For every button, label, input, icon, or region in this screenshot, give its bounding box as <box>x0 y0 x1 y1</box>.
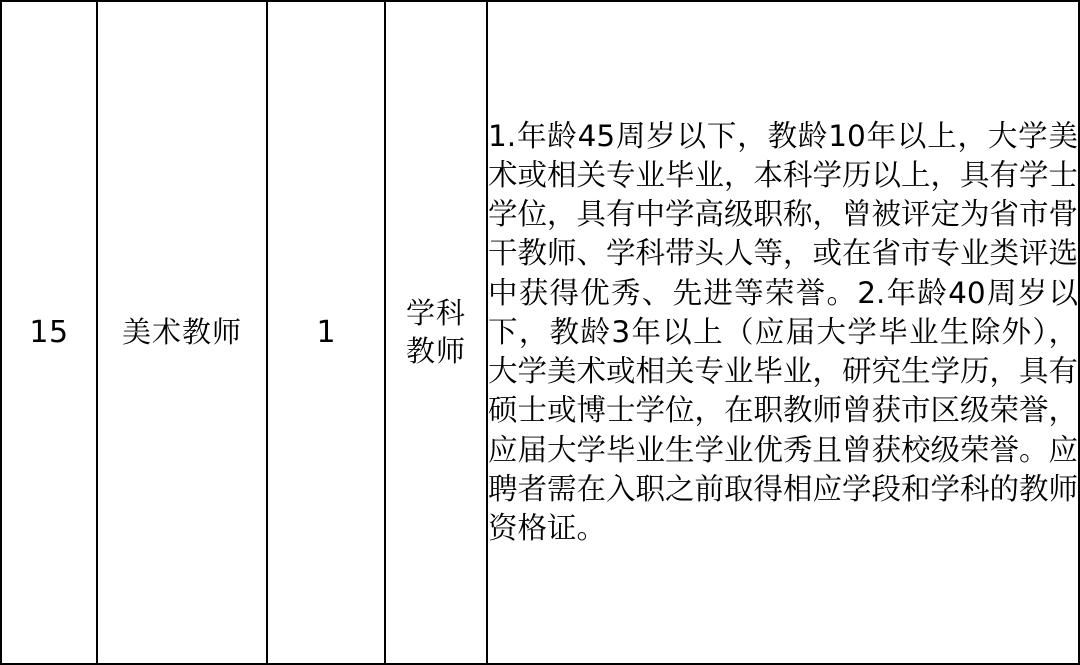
table-row <box>1 1 1079 664</box>
cell-requirements <box>487 1 1079 664</box>
cell-post-name <box>97 1 267 664</box>
hire-count-text: 1 <box>316 314 336 350</box>
post-category-text: 学科教师 <box>405 295 466 368</box>
serial-number-text: 15 <box>29 314 69 350</box>
requirements-text: 1.年龄45周岁以下，教龄10年以上，大学美术或相关专业毕业，本科学历以上，具有学士学位，具有中学高级职称，曾被评定为省市骨干教师、学科带头人等，或在省市专业类评选中获得优秀、先进等荣誉。2.年龄40周岁以下，教龄3年以上（应届大学毕业生除外），大学美术或相关专业毕业，研究生学历，具有硕士或博士学位，在职教师曾获市区级荣誉，应届大学毕业生学业优秀且曾获校级荣誉。应聘者需在入职之前取得相应学段和学科的教师资格证。 <box>488 118 1079 546</box>
cell-hire-count <box>267 1 385 664</box>
cell-post-category <box>385 1 487 664</box>
post-name-text: 美术教师 <box>121 315 242 350</box>
cell-serial-number <box>1 1 97 664</box>
